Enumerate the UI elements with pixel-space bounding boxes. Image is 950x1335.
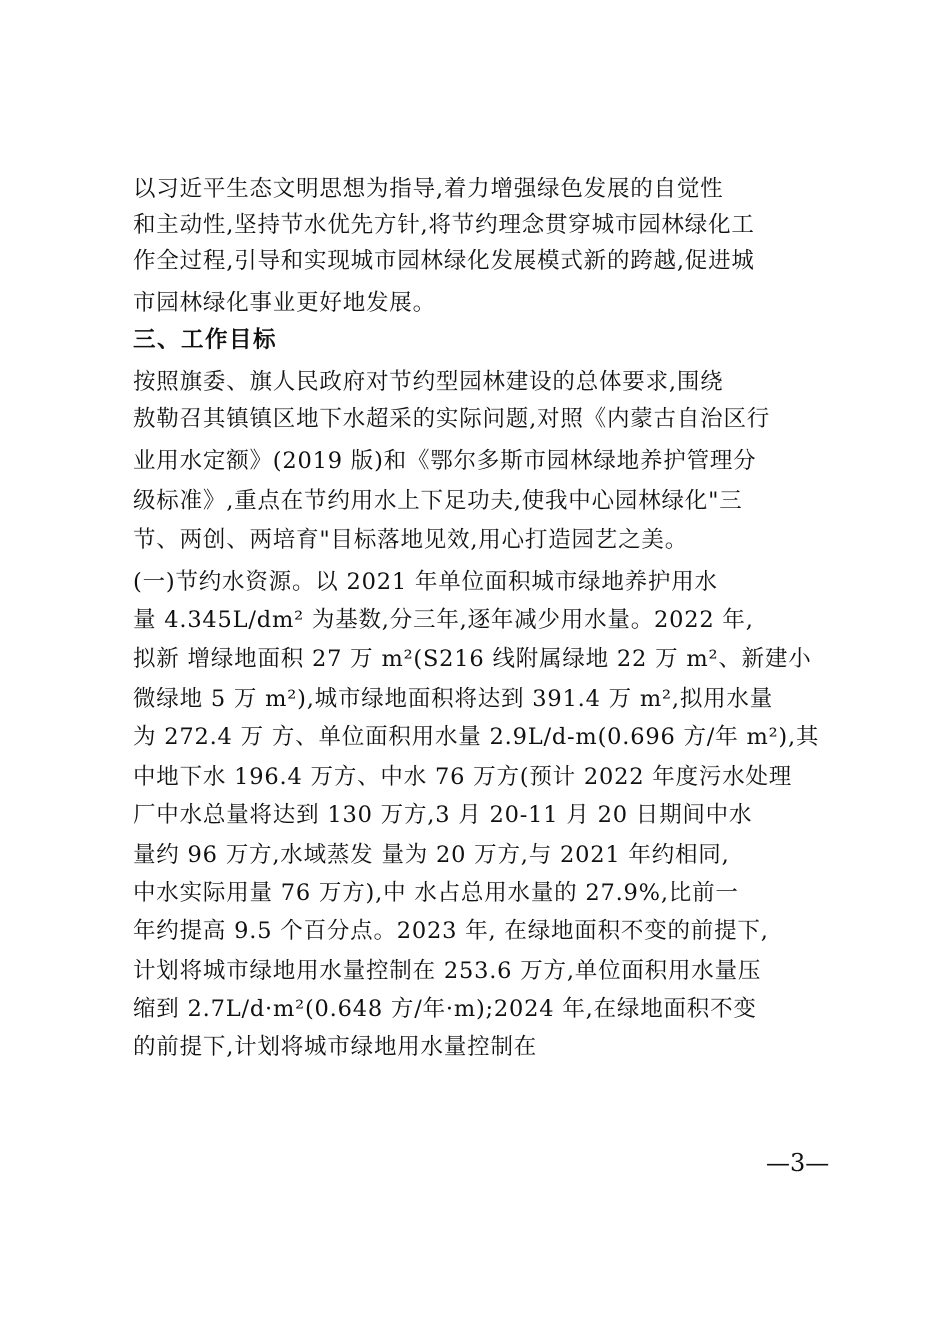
paragraph-3-line-12: 缩到 2.7L/d·m²(0.648 方/年·m);2024 年,在绿地面积不变 bbox=[133, 996, 757, 1022]
paragraph-3-line-10: 年约提高 9.5 个百分点。2023 年, 在绿地面积不变的前提下, bbox=[133, 918, 769, 944]
section-heading-work-goals: 三、工作目标 bbox=[133, 327, 278, 353]
paragraph-3-line-5: 为 272.4 万 方、单位面积用水量 2.9L/d-m(0.696 方/年 m²),其 bbox=[133, 724, 820, 750]
paragraph-3-line-9: 中水实际用量 76 万方),中 水占总用水量的 27.9%,比前一 bbox=[133, 880, 739, 906]
paragraph-3-line-8: 量约 96 万方,水域蒸发 量为 20 万方,与 2021 年约相同, bbox=[133, 842, 730, 868]
paragraph-1-line-3: 作全过程,引导和实现城市园林绿化发展模式新的跨越,促进城 bbox=[133, 248, 755, 274]
paragraph-3-line-3: 拟新 增绿地面积 27 万 m²(S216 线附属绿地 22 万 m²、新建小 bbox=[133, 646, 812, 672]
paragraph-3-line-1: (一)节约水资源。以 2021 年单位面积城市绿地养护用水 bbox=[133, 569, 718, 595]
page-number: —3— bbox=[766, 1149, 830, 1177]
paragraph-1-line-1: 以习近平生态文明思想为指导,着力增强绿色发展的自觉性 bbox=[133, 176, 724, 202]
paragraph-3-line-13: 的前提下,计划将城市绿地用水量控制在 bbox=[133, 1034, 538, 1060]
paragraph-2-line-1: 按照旗委、旗人民政府对节约型园林建设的总体要求,围绕 bbox=[133, 369, 724, 395]
paragraph-3-line-6: 中地下水 196.4 万方、中水 76 万方(预计 2022 年度污水处理 bbox=[133, 764, 793, 790]
paragraph-3-line-2: 量 4.345L/dm² 为基数,分三年,逐年减少用水量。2022 年, bbox=[133, 607, 754, 633]
paragraph-2-line-3: 业用水定额》(2019 版)和《鄂尔多斯市园林绿地养护管理分 bbox=[133, 448, 757, 474]
paragraph-3-line-11: 计划将城市绿地用水量控制在 253.6 万方,单位面积用水量压 bbox=[133, 958, 762, 984]
paragraph-3-line-7: 厂中水总量将达到 130 万方,3 月 20-11 月 20 日期间中水 bbox=[133, 802, 753, 828]
paragraph-1-line-4: 市园林绿化事业更好地发展。 bbox=[133, 290, 436, 316]
paragraph-1-line-2: 和主动性,坚持节水优先方针,将节约理念贯穿城市园林绿化工 bbox=[133, 212, 755, 238]
paragraph-2-line-5: 节、两创、两培育"目标落地见效,用心打造园艺之美。 bbox=[133, 527, 689, 553]
paragraph-2-line-4: 级标准》,重点在节约用水上下足功夫,使我中心园林绿化"三 bbox=[133, 488, 743, 514]
paragraph-2-line-2: 敖勒召其镇镇区地下水超采的实际问题,对照《内蒙古自治区行 bbox=[133, 406, 771, 432]
paragraph-3-line-4: 微绿地 5 万 m²),城市绿地面积将达到 391.4 万 m²,拟用水量 bbox=[133, 686, 774, 712]
